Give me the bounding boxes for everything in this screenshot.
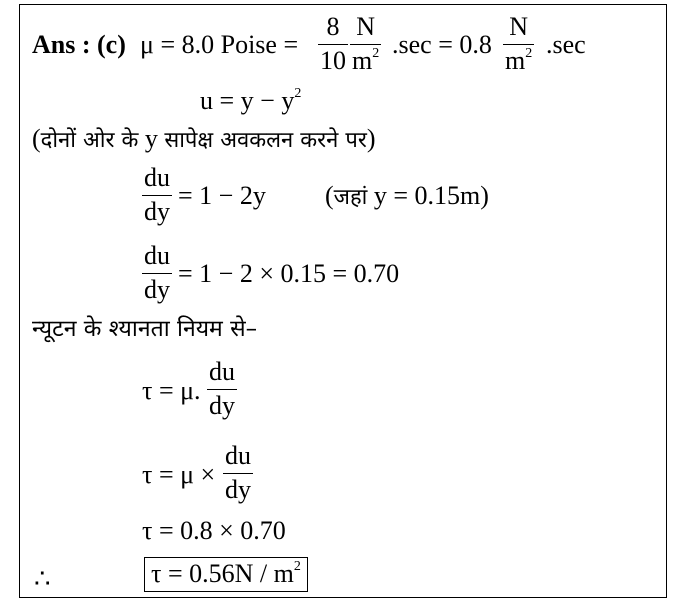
fraction-n-over-m2-second: N $m^2$ <box>505 12 533 76</box>
shear-stress-formula: τ = μ. <box>142 376 201 405</box>
sec-equals: .sec = 0.8 <box>392 30 492 59</box>
du-dy-fraction-4: du dy <box>225 441 251 505</box>
velocity-profile-equation: $u = y - y^2$ <box>200 86 302 115</box>
answer-frame <box>19 4 667 598</box>
final-answer-box: $\tau = 0.56N / m^2$ <box>144 557 308 592</box>
therefore-symbol: ∴ <box>34 564 51 593</box>
sec-tail: .sec <box>546 30 586 59</box>
newton-law-heading: न्यूटन के श्यानता नियम से– <box>32 316 258 342</box>
fraction-n-over-m2: N $m^2$ <box>352 12 380 76</box>
du-dy-fraction-2: du dy <box>144 241 170 305</box>
where-condition: (जहां y = 0.15m) <box>325 181 489 210</box>
fraction-8-over-10: 8 10 <box>320 12 346 76</box>
velocity-gradient-value: = 1 − 2 × 0.15 = 0.70 <box>178 259 400 288</box>
du-dy-fraction-3: du dy <box>209 357 235 421</box>
du-dy-fraction-1: du dy <box>144 163 170 227</box>
viscosity-equation: μ = 8.0 Poise = <box>140 30 299 59</box>
derivative-result: = 1 − 2y <box>178 181 266 210</box>
numeric-substitution: τ = 0.8 × 0.70 <box>142 516 286 545</box>
shear-stress-substitution: τ = μ × <box>142 460 216 489</box>
answer-label: Ans : (c) <box>32 30 126 59</box>
differentiation-note: (दोनों ओर के y सापेक्ष अवकलन करने पर) <box>32 124 376 153</box>
